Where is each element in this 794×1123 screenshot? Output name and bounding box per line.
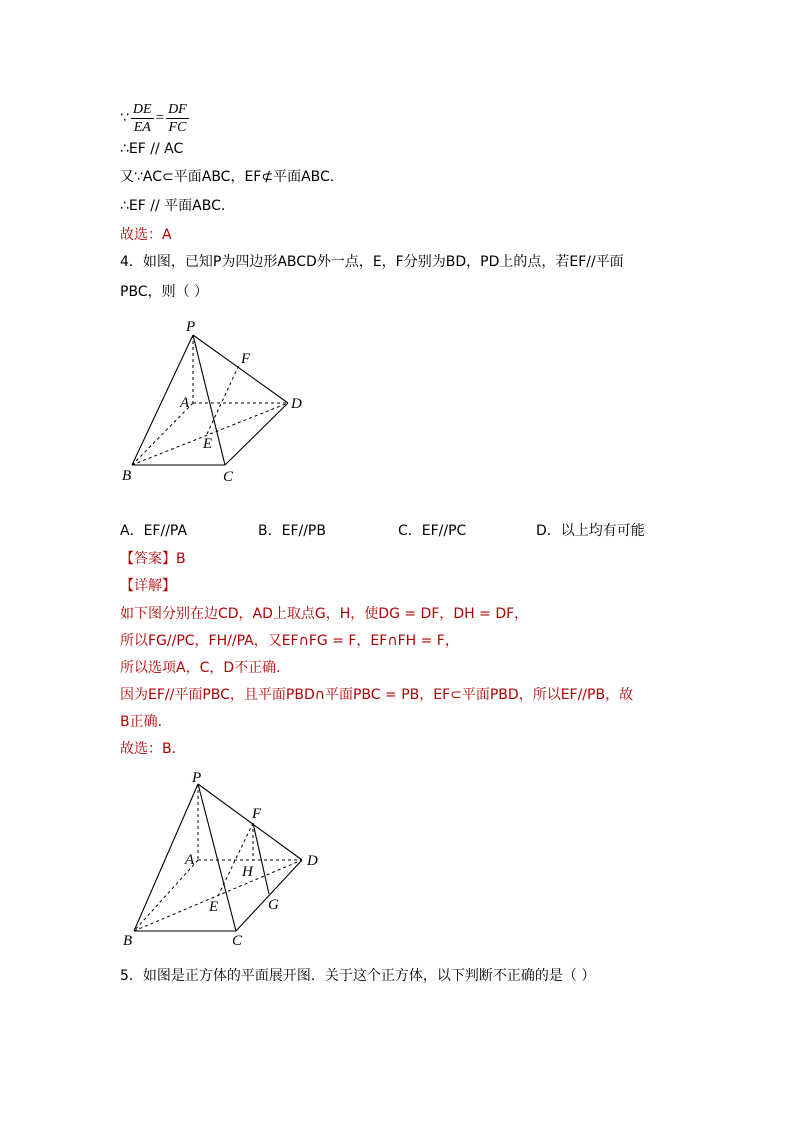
reason-line-parallel: ∴EF // AC: [120, 141, 184, 157]
q4-stem-line2: PBC，则（ ）: [120, 284, 209, 300]
reason-line-conclusion: ∴EF // 平面ABC.: [120, 198, 226, 214]
label-a: A: [185, 852, 195, 868]
edge-cd: [225, 403, 288, 465]
q4-detail-line3: 所以选项A，C，D不正确.: [120, 660, 281, 676]
option-b[interactable]: B．EF//PB: [258, 523, 326, 539]
q4-detail-line5: B正确.: [120, 714, 163, 730]
q4-answer: 【答案】B: [120, 551, 186, 567]
q4-detail-header: 【详解】: [120, 578, 176, 594]
figure-pyramid-1: [110, 315, 330, 490]
fraction-de-ea: $\frac{DE}{EA}$: [132, 101, 152, 135]
edge-ab: [132, 403, 193, 465]
figure-pyramid-2: [110, 768, 340, 953]
because-symbol: ∵: [120, 110, 129, 126]
label-d: D: [291, 396, 302, 412]
label-p: P: [186, 319, 196, 335]
q4-detail-line1: 如下图分别在边CD，AD上取点G，H，使DG = DF，DH = DF，: [120, 606, 529, 622]
label-c: C: [232, 933, 243, 949]
q4-stem-line1: 4．如图，已知P为四边形ABCD外一点，E，F分别为BD，PD上的点，若EF//平面: [120, 254, 624, 270]
label-e: E: [209, 899, 219, 915]
q4-detail-line2: 所以FG//PC，FH//PA，又EF∩FG = F，EF∩FH = F，: [120, 633, 459, 649]
q4-conclusion: 故选：B.: [120, 741, 177, 757]
label-p: P: [192, 770, 202, 786]
label-h: H: [242, 864, 253, 880]
equals-sign: =: [155, 110, 165, 126]
label-b: B: [122, 468, 132, 484]
segment-ef: [207, 365, 239, 434]
label-c: C: [223, 469, 234, 485]
option-d[interactable]: D．以上均有可能: [536, 523, 645, 539]
reason-fraction-line: [120, 98, 191, 138]
option-a[interactable]: A．EF//PA: [120, 523, 188, 539]
reason-line-plane: 又∵AC⊂平面ABC，EF⊄平面ABC.: [120, 169, 335, 185]
edge-ab: [134, 860, 198, 931]
edge-pd: [198, 784, 302, 860]
option-c[interactable]: C．EF//PC: [398, 523, 467, 539]
label-g: G: [268, 897, 279, 913]
label-a: A: [180, 395, 190, 411]
q4-options: [120, 521, 680, 541]
q5-stem: 5．如图是正方体的平面展开图．关于这个正方体，以下判断不正确的是（ ）: [120, 968, 596, 984]
label-e: E: [203, 436, 213, 452]
q4-detail-line4: 因为EF//平面PBC，且平面PBD∩平面PBC = PB，EF⊂平面PBD，所以EF//PB，故: [120, 687, 634, 703]
label-b: B: [123, 933, 133, 949]
label-f: F: [252, 806, 262, 822]
label-f: F: [241, 351, 251, 367]
prev-answer-choice: 故选：A: [120, 227, 172, 243]
label-d: D: [307, 853, 318, 869]
diagonal-bd: [132, 403, 288, 465]
fraction-df-fc: $\frac{DF}{FC}$: [168, 101, 187, 135]
